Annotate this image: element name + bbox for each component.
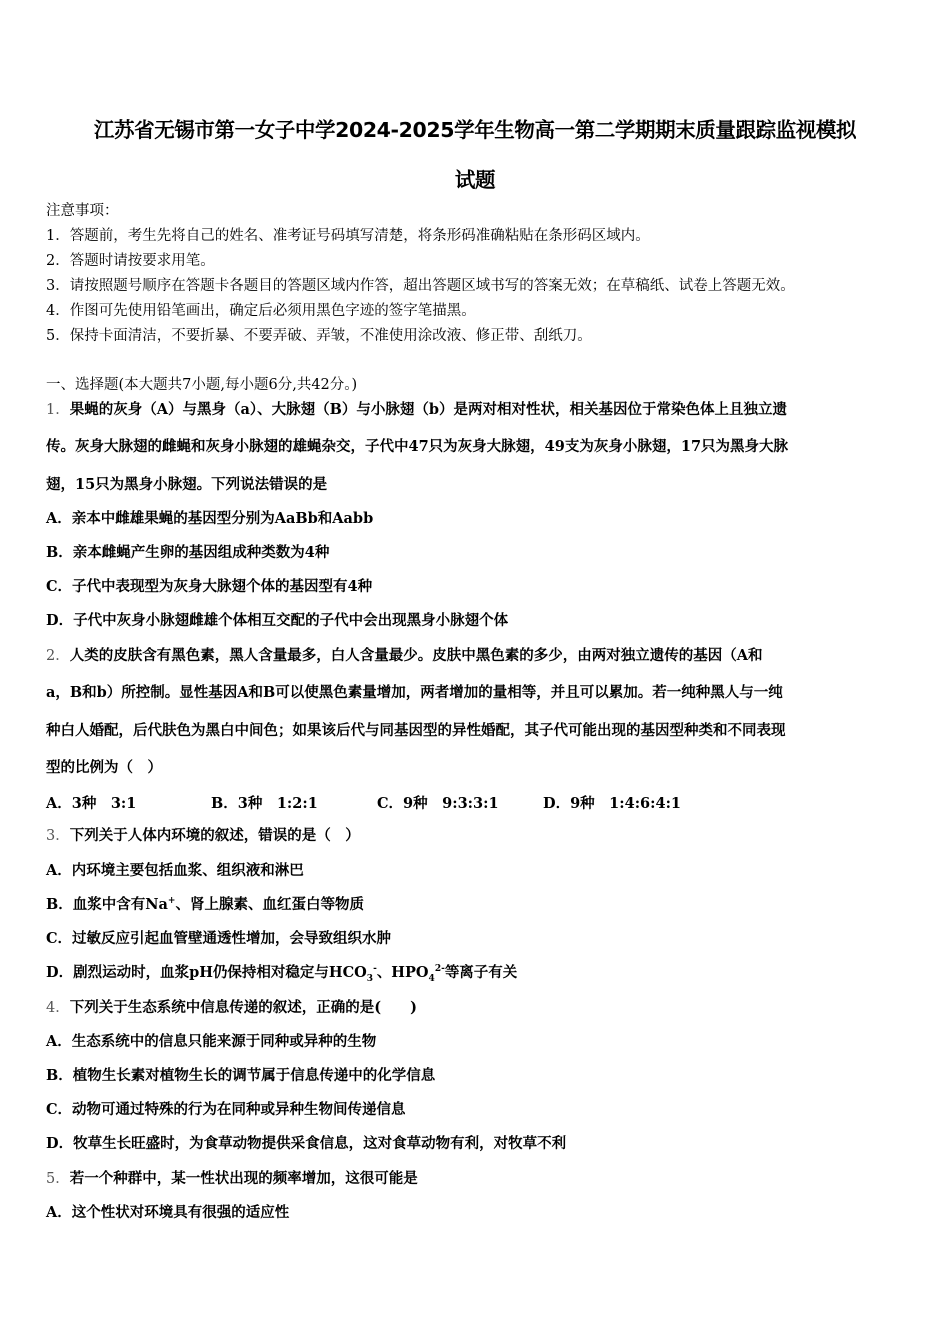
question-1-line [46,400,787,420]
answer-option: A．亲本中雌雄果蝇的基因型分别为AaBb和Aabb [46,510,374,527]
option-text: D．剧烈运动时，血浆pH仍保持相对稳定与HCO [46,964,367,981]
question-1-text: 果蝇的灰身（A）与黑身（a）、大脉翅（B）与小脉翅（b）是两对相对性状，相关基因位于常染色体上且独立遗 [69,401,788,418]
subscript: 3 [366,973,374,984]
answer-option: B．亲本雌蝇产生卵的基因组成种类数为4种 [46,544,330,561]
exam-title-line1: 江苏省无锡市第一女子中学2024-2025学年生物高一第二学期期末质量跟踪监视模拟 [93,118,857,142]
answer-option: A．内环境主要包括血浆、组织液和淋巴 [46,862,304,879]
option-text: 、HPO [376,964,429,981]
question-3-line [46,826,360,846]
question-1-line: 传。灰身大脉翅的雌蝇和灰身小脉翅的雄蝇杂交，子代中47只为灰身大脉翅，49支为灰身小脉翅，17只为黑身大脉 [46,438,789,455]
question-4-line [46,998,417,1018]
answer-option [46,895,364,915]
answer-option: C．动物可通过特殊的行为在同种或异种生物间传递信息 [46,1101,406,1118]
question-number: 4． [46,1000,70,1016]
question-2-line: a，B和b）所控制。显性基因A和B可以使黑色素量增加，两者增加的量相等，并且可以累加。若一纯种黑人与一纯 [46,684,783,701]
answer-option: D．子代中灰身小脉翅雌雄个体相互交配的子代中会出现黑身小脉翅个体 [46,612,509,629]
superscript: + [167,896,176,907]
subscript: 4 [428,973,435,984]
question-number: 2． [46,648,70,664]
answer-option: A．这个性状对环境具有很强的适应性 [46,1204,290,1221]
question-4-text: 下列关于生态系统中信息传递的叙述，正确的是( ) [69,999,417,1016]
question-5-line [46,1169,418,1189]
question-5-text: 若一个种群中，某一性状出现的频率增加，这很可能是 [69,1170,418,1187]
question-2-line: 种白人婚配，后代肤色为黑白中间色；如果该后代与同基因型的异性婚配，其子代可能出现的基因型种类和不同表现 [46,722,786,739]
option-text: 、肾上腺素、血红蛋白等物质 [175,896,364,913]
question-2-text: 人类的皮肤含有黑色素，黑人含量最多，白人含量最少。皮肤中黑色素的多少，由两对独立遗传的基因（A和 [69,647,763,664]
question-2-options [46,792,681,813]
answer-option: B．植物生长素对植物生长的调节属于信息传递中的化学信息 [46,1067,436,1084]
answer-option: B．3种 1:2:1 [211,795,318,812]
superscript: 2- [434,964,445,975]
option-text: B．血浆中含有Na [46,896,168,913]
answer-option: A．生态系统中的信息只能来源于同种或异种的生物 [46,1033,377,1050]
note-item: 1．答题前，考生先将自己的姓名、准考证号码填写清楚，将条形码准确粘贴在条形码区域内。 [46,228,650,244]
option-text: 等离子有关 [444,964,518,981]
answer-option [46,963,517,983]
note-item: 2．答题时请按要求用笔。 [46,253,215,269]
question-number: 3． [46,828,70,844]
question-2-line: 型的比例为（ ） [46,759,162,776]
question-3-text: 下列关于人体内环境的叙述，错误的是（ ） [69,827,360,844]
answer-option: C．9种 9:3:3:1 [377,795,499,812]
section-heading: 一、选择题(本大题共7小题,每小题6分,共42分。) [46,377,358,393]
answer-option: A．3种 3:1 [46,795,137,812]
question-2-line [46,646,762,666]
superscript: - [373,964,377,975]
answer-option: D．9种 1:4:6:4:1 [543,795,682,812]
answer-option: C．过敏反应引起血管壁通透性增加，会导致组织水肿 [46,930,392,947]
question-number: 5． [46,1171,70,1187]
notes-heading: 注意事项： [46,203,119,219]
answer-option: D．牧草生长旺盛时，为食草动物提供采食信息，这对食草动物有利，对牧草不利 [46,1135,567,1152]
question-number: 1． [46,402,70,418]
note-item: 3．请按照题号顺序在答题卡各题目的答题区域内作答，超出答题区域书写的答案无效；在草稿纸、试卷上答题无效。 [46,278,795,294]
question-1-line: 翅，15只为黑身小脉翅。下列说法错误的是 [46,476,328,493]
note-item: 4．作图可先使用铅笔画出，确定后必须用黑色字迹的签字笔描黑。 [46,303,476,319]
answer-option: C．子代中表现型为灰身大脉翅个体的基因型有4种 [46,578,373,595]
note-item: 5．保持卡面清洁，不要折暴、不要弄破、弄皱，不准使用涂改液、修正带、刮纸刀。 [46,328,592,344]
exam-title-line2: 试题 [454,168,496,192]
